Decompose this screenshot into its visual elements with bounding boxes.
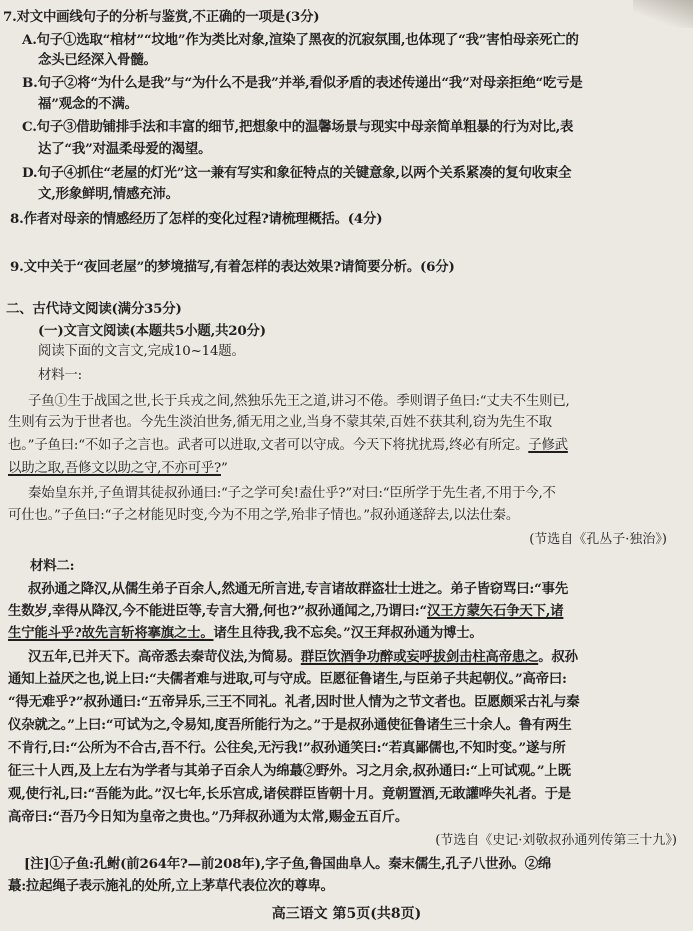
q7-option-a-line1: A.句子①选取“棺材”“坟地”作为类比对象,渲染了黑夜的沉寂氛围,也体现了“我”害怕母亲死亡的 [22, 32, 579, 48]
annotation-line1: [注]①子鱼:孔鲋(前264年?—前208年),字子鱼,鲁国曲阜人。秦末儒生,孔子八世孙。②绵 [24, 856, 552, 872]
material1-para1-line4: 以助之取,吾修文以助之守,不亦可乎?” [8, 461, 228, 476]
material1-para1-line1: 子鱼①生于战国之世,长于兵戎之间,然独乐先王之道,讲习不倦。季则谓子鱼曰:“丈夫不生则已, [28, 394, 570, 409]
scan-shadow [633, 0, 693, 28]
material2-para1-line1: 叔孙通之降汉,从儒生弟子百余人,然通无所言进,专言诸故群盗壮士进之。弟子皆窃骂曰:“事先 [28, 581, 569, 597]
material2-source: (节选自《史记·刘敬叔孙通列传第三十九》) [435, 833, 677, 848]
subsection-title: (一)文言文阅读(本题共5小题,共20分) [38, 323, 266, 339]
material2-para2-line5: 不肯行,曰:“公所为不合古,吾不行。公往矣,无污我!”叔孙通笑曰:“若真鄙儒也,不知时变。”遂与所 [8, 740, 566, 756]
material1-para2-line1: 秦始皇东并,子鱼谓其徒叔孙通曰:“子之学可矣!盍仕乎?”对曰:“臣所学于先生者,不用于今,不 [28, 486, 556, 501]
q7-option-a-line2: 念头已经深入骨髓。 [38, 52, 157, 68]
material2-para2-line3: “得无难乎?”叔孙通曰:“五帝异乐,三王不同礼。礼者,因时世人情为之节文者也。臣愿颇采古礼与秦 [8, 694, 580, 710]
material2-para2-line8: 高帝曰:“吾乃今日知为皇帝之贵也。”乃拜叔孙通为太常,赐金五百斤。 [8, 809, 409, 825]
material2-para2-line7: 观,使行礼,曰:“吾能为此。”汉七年,长乐宫成,诸侯群臣皆朝十月。竟朝置酒,无敢讙哗失礼者。于是 [8, 786, 571, 802]
material1-para1-line2: 生则有云为于世者也。今先生淡泊世务,循无用之业,当身不蒙其荣,百姓不获其利,窃为先生不取 [8, 415, 552, 430]
material2-para2-line4: 仪杂就之。”上曰:“可试为之,令易知,度吾所能行为之。”于是叔孙通使征鲁诸生三十余人。鲁有两生 [8, 717, 572, 733]
q7-stem: 7.对文中画线句子的分析与鉴赏,不正确的一项是(3分) [3, 9, 320, 25]
material2-para1-line3: 生宁能斗乎?故先言斩将搴旗之士。诸生且待我,我不忘矣。”汉王拜叔孙通为博士。 [8, 625, 483, 641]
q7-option-c-line2: 达了“我”对温柔母爱的渴望。 [38, 141, 212, 157]
underlined-sentence-13a: 汉王方蒙矢石争天下,诸 [427, 603, 564, 619]
q7-option-b-line1: B.句子②将“为什么是我”与“为什么不是我”并举,看似矛盾的表述传递出“我”对母亲拒绝“吃亏是 [22, 75, 583, 91]
material1-label: 材料一: [38, 368, 82, 383]
annotation-line2: 蕞:拉起绳子表示施礼的处所,立上茅草代表位次的尊卑。 [8, 878, 334, 894]
material2-para2-line2: 通知上益厌之也,说上曰:“夫儒者难与进取,可与守成。臣愿征鲁诸生,与臣弟子共起朝仪。”高帝曰: [8, 671, 567, 687]
reading-instruction: 阅读下面的文言文,完成10~14题。 [38, 344, 245, 359]
material1-para2-line2: 可仕也。”子鱼曰:“子之材能见时变,今为不用之学,殆非子情也。”叔孙通遂辞去,以法仕秦。 [8, 508, 520, 523]
page-footer: 高三语文 第5页(共8页) [271, 906, 422, 922]
q7-option-c-line1: C.句子③借助铺排手法和丰富的细节,把想象中的温馨场景与现实中母亲简单粗暴的行为对比,表 [22, 119, 574, 135]
q7-option-d-line2: 文,形象鲜明,情感充沛。 [38, 186, 179, 202]
underlined-sentence-10a: 子修武 [528, 438, 568, 453]
material1-source: (节选自《孔丛子·独治》) [529, 532, 667, 547]
material2-para2-line6: 征三十人西,及上左右为学者与其弟子百余人为绵蕞②野外。习之月余,叔孙通曰:“上可试观。”上既 [8, 763, 571, 779]
section-title: 二、古代诗文阅读(满分35分) [6, 301, 182, 317]
q7-option-b-line2: 福”观念的不满。 [38, 96, 138, 112]
material1-para1-line3: 也。”子鱼曰:“不如子之言也。武者可以进取,文者可以守成。今天下将扰扰焉,终必有所定。子修武 [8, 438, 568, 453]
q7-option-d-line1: D.句子④抓住“老屋的灯光”这一兼有写实和象征特点的关键意象,以两个关系紧凑的复句收束全 [22, 165, 572, 181]
material2-para2-line1: 汉五年,已并天下。高帝悉去秦苛仪法,为简易。群臣饮酒争功醉或妄呼拔剑击柱高帝患之。叔孙 [28, 649, 578, 665]
material2-para1-line2: 生数岁,幸得从降汉,今不能进臣等,专言大猾,何也?”叔孙通闻之,乃谓曰:“汉王方蒙矢石争天下,诸 [8, 603, 564, 619]
underlined-sentence-10b: 以助之取,吾修文以助之守,不亦可乎? [8, 461, 221, 476]
underlined-punctuation-sentence: 群臣饮酒争功醉或妄呼拔剑击柱高帝患之 [300, 649, 539, 665]
q8-stem: 8.作者对母亲的情感经历了怎样的变化过程?请梳理概括。(4分) [10, 211, 383, 227]
underlined-sentence-13b: 生宁能斗乎?故先言斩将搴旗之士。 [8, 625, 214, 641]
material2-label: 材料二: [30, 558, 75, 574]
q9-stem: 9.文中关于“夜回老屋”的梦境描写,有着怎样的表达效果?请简要分析。(6分) [10, 259, 455, 275]
